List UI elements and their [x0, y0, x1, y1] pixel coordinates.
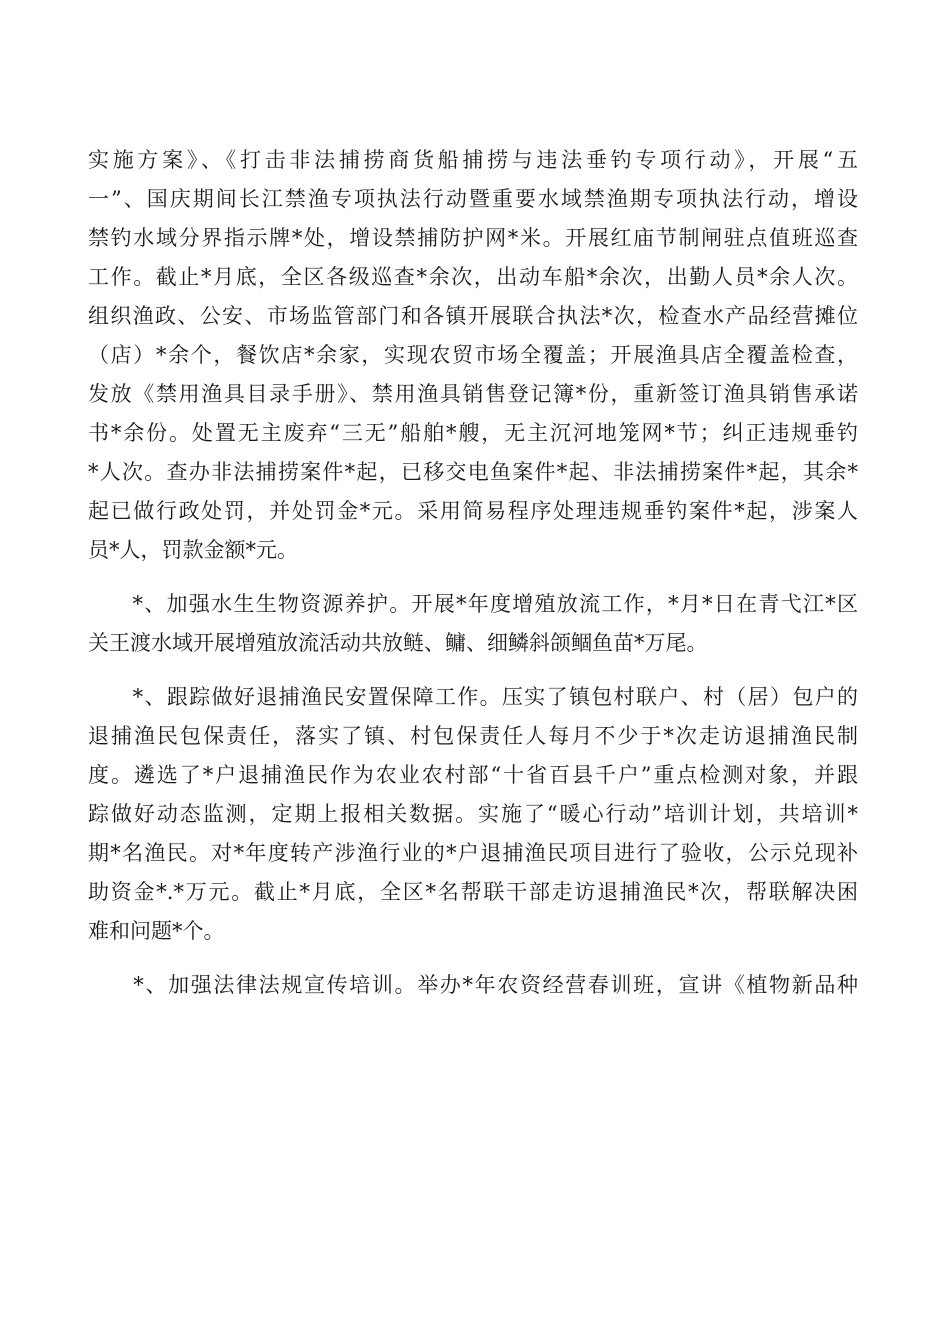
text-line: 度。遴选了*户退捕渔民作为农业农村部“十省百县千户”重点检测对象，并跟 [88, 763, 858, 787]
text-line: 期*名渔民。对*年度转产涉渔行业的*户退捕渔民项目进行了验收，公示兑现补 [88, 841, 858, 865]
text-line: *人次。查办非法捕捞案件*起，已移交电鱼案件*起、非法捕捞案件*起，其余* [88, 460, 858, 484]
text-line: 踪做好动态监测，定期上报相关数据。实施了“暖心行动”培训计划，共培训* [88, 802, 858, 826]
text-line: 发放《禁用渔具目录手册》、禁用渔具销售登记簿*份，重新签订渔具销售承诺 [88, 382, 858, 406]
text-line: 起已做行政处罚，并处罚金*元。采用简易程序处理违规垂钓案件*起，涉案人 [88, 499, 858, 523]
text-line: 书*余份。处置无主废弃“三无”船舶*艘，无主沉河地笼网*节；纠正违规垂钓 [88, 421, 858, 445]
text-line: *、加强水生生物资源养护。开展*年度增殖放流工作，*月*日在青弋江*区 [88, 592, 858, 616]
document-page [88, 141, 858, 1020]
text-line: 助资金*.*万元。截止*月底，全区*名帮联干部走访退捕渔民*次，帮联解决困 [88, 880, 858, 904]
text-line: 难和问题*个。 [88, 919, 225, 943]
paragraph-legal-training [88, 966, 858, 1005]
text-line: 禁钓水域分界指示牌*处，增设禁捕防护网*米。开展红庙节制闸驻点值班巡查 [88, 226, 858, 250]
text-line: （店）*余个，餐饮店*余家，实现农贸市场全覆盖；开展渔具店全覆盖检查， [88, 343, 858, 367]
text-line: *、跟踪做好退捕渔民安置保障工作。压实了镇包村联户、村（居）包户的 [88, 685, 858, 709]
text-line: 员*人，罚款金额*元。 [88, 538, 298, 562]
paragraph-enforcement [88, 141, 858, 570]
paragraph-resource-protection [88, 585, 858, 663]
text-line: 关王渡水域开展增殖放流活动共放鲢、鳙、细鳞斜颌鲴鱼苗*万尾。 [88, 631, 708, 655]
text-line: 一”、国庆期间长江禁渔专项执法行动暨重要水域禁渔期专项执法行动，增设 [88, 187, 858, 211]
text-line: 工作。截止*月底，全区各级巡查*余次，出动车船*余次，出勤人员*余人次。 [88, 265, 858, 289]
paragraph-fisher-resettlement [88, 678, 858, 951]
text-line: 组织渔政、公安、市场监管部门和各镇开展联合执法*次，检查水产品经营摊位 [88, 304, 858, 328]
text-line: *、加强法律法规宣传培训。举办*年农资经营春训班，宣讲《植物新品种 [88, 973, 858, 997]
text-line: 实施方案》、《打击非法捕捞商货船捕捞与违法垂钓专项行动》，开展“五 [88, 148, 858, 172]
text-line: 退捕渔民包保责任，落实了镇、村包保责任人每月不少于*次走访退捕渔民制 [88, 724, 858, 748]
